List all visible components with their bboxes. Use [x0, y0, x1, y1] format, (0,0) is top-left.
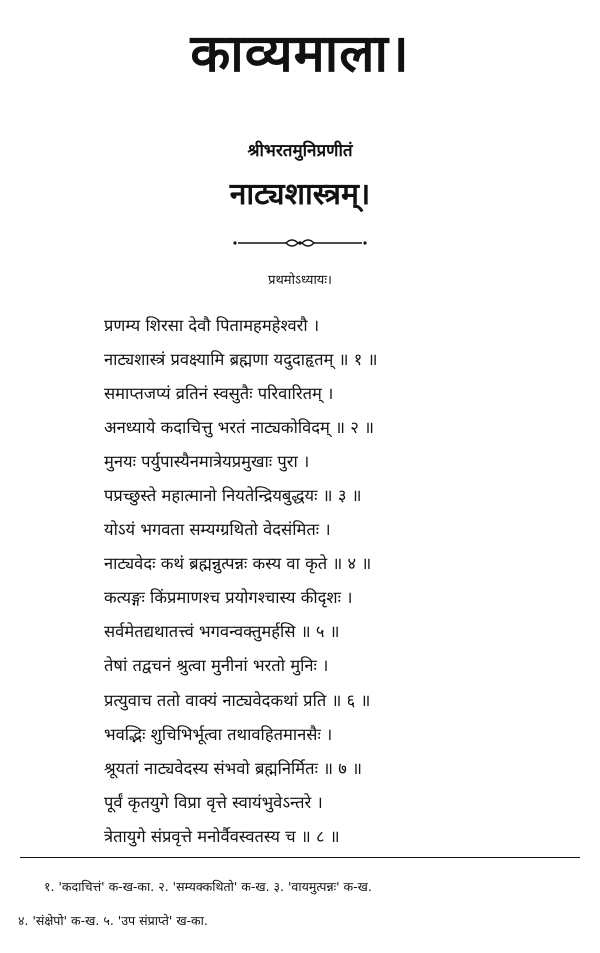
chapter-title: प्रथमोऽध्यायः। [268, 273, 332, 288]
footnote-rule [20, 857, 580, 858]
verse-line: भवद्भिः शुचिभिर्भूत्वा तथावहितमानसैः । [104, 724, 333, 744]
ornament-divider [232, 236, 368, 250]
work-title: नाट्यशास्त्रम्। [229, 177, 371, 212]
verse-line: योऽयं भगवता सम्यग्ग्रथितो वेदसंमितः । [104, 520, 331, 540]
verse-line: समाप्तजप्यं व्रतिनं स्वसुतैः परिवारितम् । [104, 384, 334, 404]
verse-line: तेषां तद्वचनं श्रुत्वा मुनीनां भरतो मुनिः । [104, 656, 329, 676]
verse-block [104, 309, 500, 854]
verse-line: पूर्वं कृतयुगे विप्रा वृत्ते स्वायंभुवेऽन्तरे । [104, 792, 323, 812]
footnotes [18, 870, 583, 938]
verse-line: प्रणम्य शिरसा देवौ पितामहमहेश्वरौ । [104, 316, 320, 335]
verse-line: नाट्यशास्त्रं प्रवक्ष्यामि ब्रह्मणा यदुदाहृतम् ॥ १ ॥ [104, 350, 378, 370]
verse-line: पप्रच्छुस्ते महात्मानो नियतेन्द्रियबुद्धयः ॥ ३ ॥ [104, 486, 362, 506]
author-attribution: श्रीभरतमुनिप्रणीतं [247, 141, 353, 161]
verse-line: नाट्यवेदः कथं ब्रह्मन्नुत्पन्नः कस्य वा कृते ॥ ४ ॥ [104, 554, 372, 574]
verse-line: कत्यङ्गः किंप्रमाणश्च प्रयोगश्चास्य कीदृशः । [104, 588, 353, 608]
footnote-line: १. 'कदाचित्तं' क-ख-का. २. 'सम्यक्कथितो' क-ख. ३. 'वायमुत्पन्नः' क-ख. [44, 879, 372, 894]
verse-line: त्रेतायुगे संप्रवृत्ते मनोर्वैवस्वतस्य च ॥ ८ ॥ [104, 826, 340, 846]
verse-line: अनध्याये कदाचित्तु भरतं नाट्यकोविदम् ॥ २ ॥ [104, 418, 375, 438]
verse-line: सर्वमेतद्यथातत्त्वं भगवन्वक्तुमर्हसि ॥ ५ ॥ [104, 622, 340, 642]
series-title: काव्यमाला। [190, 24, 410, 84]
footnote-line: ४. 'संक्षेपो' क-ख. ५. 'उप संप्राप्ते' ख-का. [18, 913, 208, 928]
verse-line: प्रत्युवाच ततो वाक्यं नाट्यवेदकथां प्रति ॥ ६ ॥ [104, 690, 371, 710]
verse-line: श्रूयतां नाट्यवेदस्य संभवो ब्रह्मनिर्मितः ॥ ७ ॥ [104, 758, 362, 778]
verse-line: मुनयः पर्युपास्यैनमात्रेयप्रमुखाः पुरा । [104, 452, 310, 472]
